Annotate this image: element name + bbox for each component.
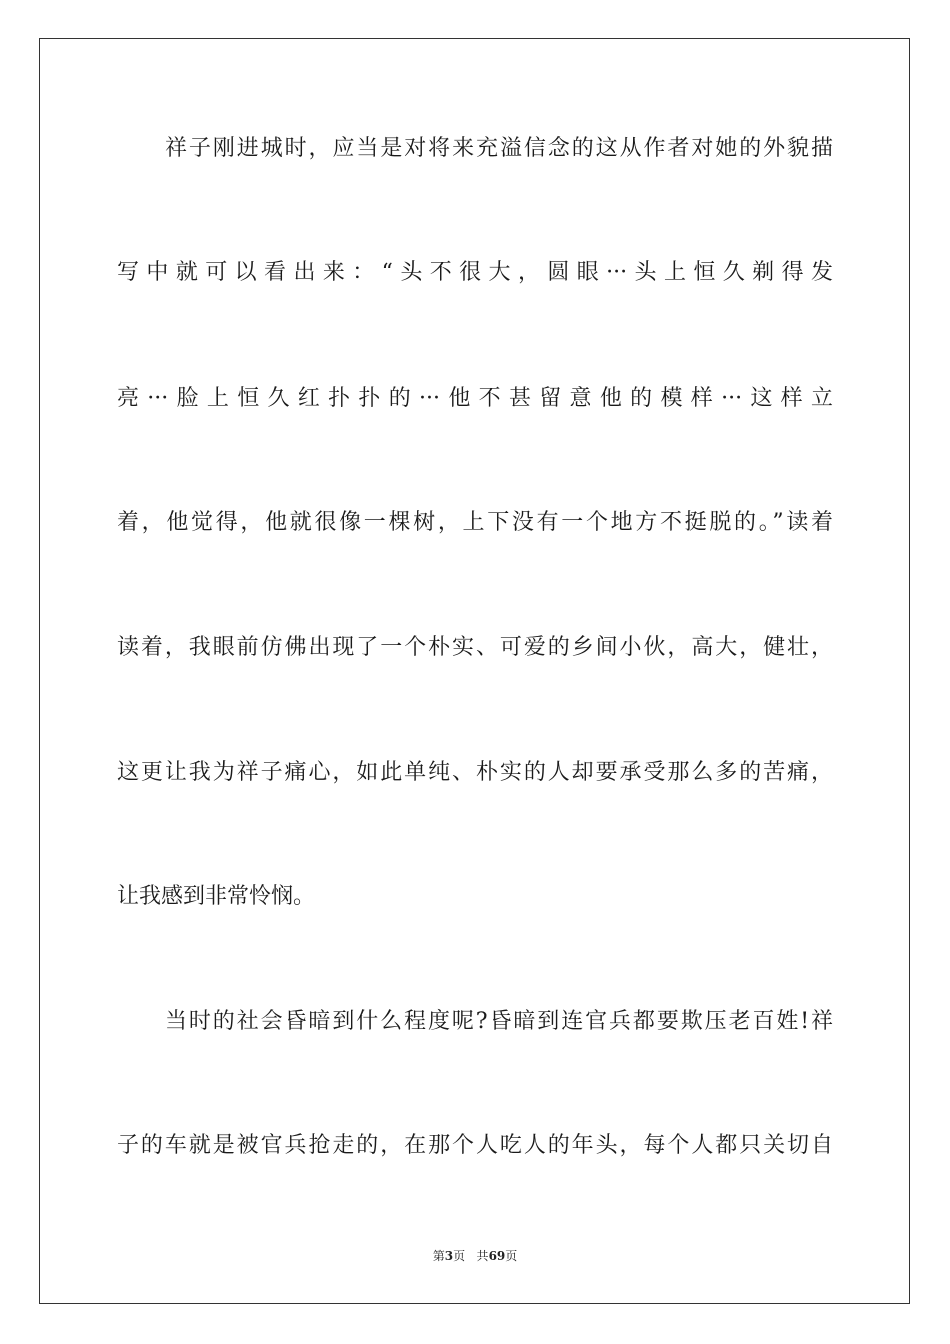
page-label-suffix: 页 bbox=[453, 1249, 466, 1263]
paragraph-1-line-5: 读着，我眼前仿佛出现了一个朴实、可爱的乡间小伙，高大，健壮， bbox=[117, 635, 833, 660]
total-label-suffix: 页 bbox=[505, 1249, 518, 1263]
page-border bbox=[39, 38, 910, 1304]
page-footer bbox=[0, 1248, 950, 1264]
page-label-prefix: 第 bbox=[432, 1249, 445, 1263]
paragraph-1-line-6: 这更让我为祥子痛心，如此单纯、朴实的人却要承受那么多的苦痛， bbox=[117, 760, 833, 785]
paragraph-1-line-4: 着，他觉得，他就很像一棵树，上下没有一个地方不挺脱的。”读着 bbox=[117, 510, 833, 535]
paragraph-2-line-2: 子的车就是被官兵抢走的，在那个人吃人的年头，每个人都只关切自 bbox=[117, 1133, 833, 1158]
paragraph-2-line-1: 当时的社会昏暗到什么程度呢?昏暗到连官兵都要欺压老百姓!祥 bbox=[165, 1009, 833, 1034]
paragraph-1-line-2: 写中就可以看出来：“头不很大，圆眼···头上恒久剃得发 bbox=[117, 260, 833, 285]
total-pages: 69 bbox=[488, 1249, 506, 1263]
paragraph-1-line-3: 亮···脸上恒久红扑扑的···他不甚留意他的模样···这样立 bbox=[117, 386, 833, 411]
paragraph-1-line-7: 让我感到非常怜悯。 bbox=[117, 884, 316, 909]
paragraph-1-line-1: 祥子刚进城时，应当是对将来充溢信念的这从作者对她的外貌描 bbox=[165, 136, 833, 161]
total-label-prefix: 共 bbox=[476, 1249, 489, 1263]
page-number: 3 bbox=[444, 1249, 454, 1263]
